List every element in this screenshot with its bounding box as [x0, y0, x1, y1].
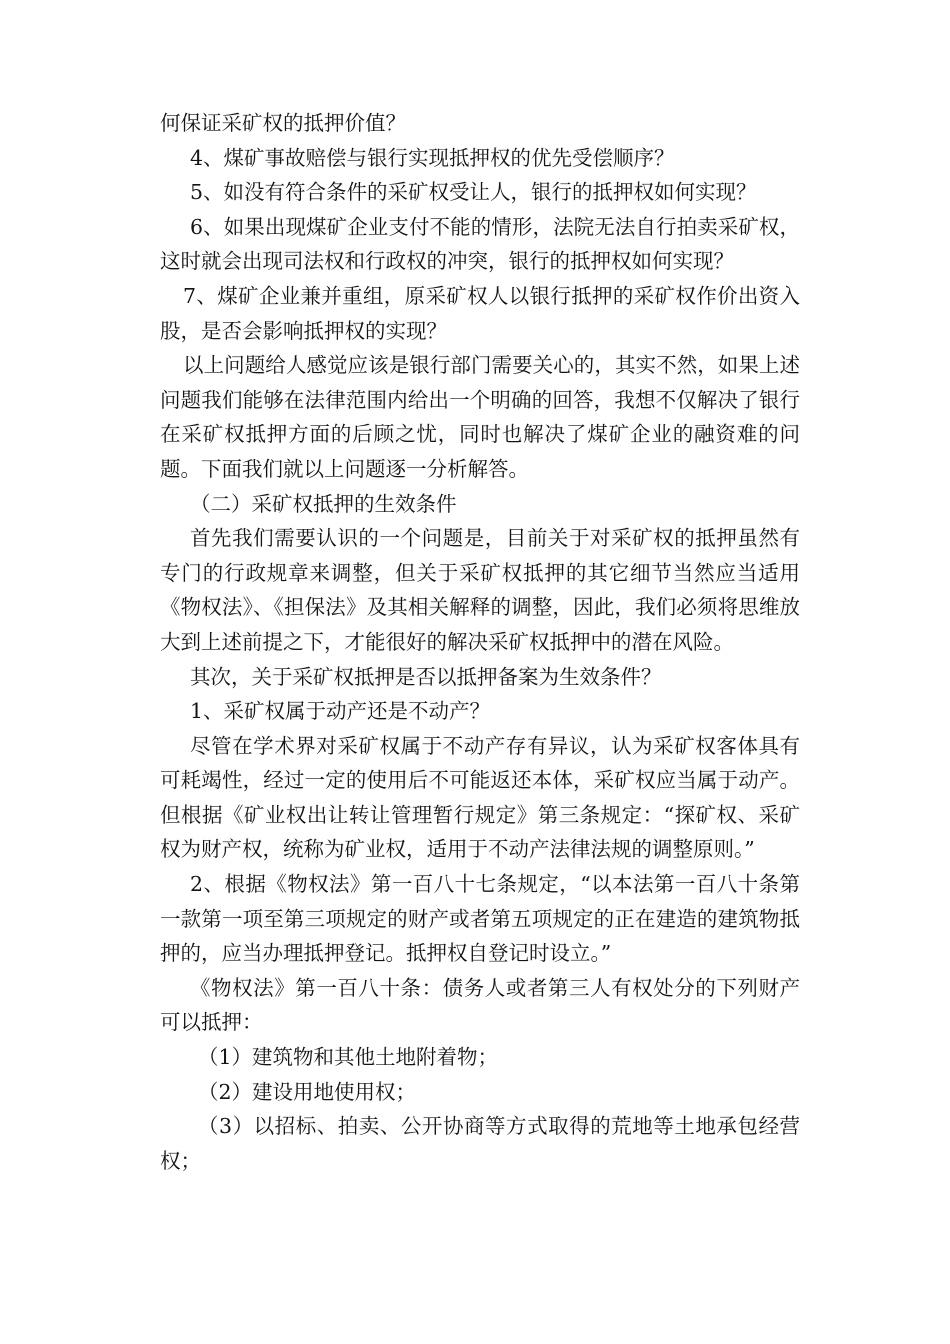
list-item-2: （2）建设用地使用权；	[198, 1079, 417, 1104]
question-5: 5、如没有符合条件的采矿权受让人，银行的抵押权如何实现？	[190, 180, 757, 205]
paragraph-point-1-body: 尽管在学术界对采矿权属于不动产存有异议，认为采矿权客体具有可耗竭性，经过一定的使用后不可能返还本体，采矿权应当属于动产。但根据《矿业权出让转让管理暂行规定》第三条规定：“探矿权、采矿权为财产权，统称为矿业权，适用于不动产法律法规的调整原则。”	[160, 733, 800, 862]
point-2: 2、根据《物权法》第一百八十七条规定，“以本法第一百八十条第一款第一项至第三项规定的财产或者第五项规定的正在建造的建筑物抵押的，应当办理抵押登记。抵押权自登记时设立。”	[160, 872, 800, 966]
paragraph-first-issue: 首先我们需要认识的一个问题是，目前关于对采矿权的抵押虽然有专门的行政规章来调整，但关于采矿权抵押的其它细节当然应当适用《物权法》、《担保法》及其相关解释的调整，因此，我们必须将思维放大到上述前提之下，才能很好的解决采矿权抵押中的潜在风险。	[160, 526, 800, 654]
paragraph-property-law: 《物权法》第一百八十条：债务人或者第三人有权处分的下列财产可以抵押：	[160, 975, 800, 1035]
question-6: 6、如果出现煤矿企业支付不能的情形，法院无法自行拍卖采矿权，这时就会出现司法权和行政权的冲突，银行的抵押权如何实现？	[160, 214, 800, 274]
paragraph-second-issue: 其次，关于采矿权抵押是否以抵押备案为生效条件？	[190, 664, 662, 689]
point-1: 1、采矿权属于动产还是不动产？	[190, 699, 491, 724]
section-heading: （二）采矿权抵押的生效条件	[190, 491, 457, 516]
question-4: 4、煤矿事故赔偿与银行实现抵押权的优先受偿顺序？	[190, 145, 675, 170]
question-7: 7、煤矿企业兼并重组，原采矿权人以银行抵押的采矿权作价出资入股，是否会影响抵押权的实现？	[160, 283, 800, 343]
list-item-1: （1）建筑物和其他土地附着物；	[198, 1045, 499, 1070]
document-body	[160, 106, 800, 1178]
paragraph-continuation: 何保证采矿权的抵押价值？	[160, 111, 406, 135]
paragraph-summary: 以上问题给人感觉应该是银行部门需要关心的，其实不然，如果上述问题我们能够在法律范围内给出一个明确的回答，我想不仅解决了银行在采矿权抵押方面的后顾之忧，同时也解决了煤矿企业的融资难的问题。下面我们就以上问题逐一分析解答。	[160, 353, 800, 481]
list-item-3: （3）以招标、拍卖、公开协商等方式取得的荒地等土地承包经营权；	[160, 1114, 800, 1173]
